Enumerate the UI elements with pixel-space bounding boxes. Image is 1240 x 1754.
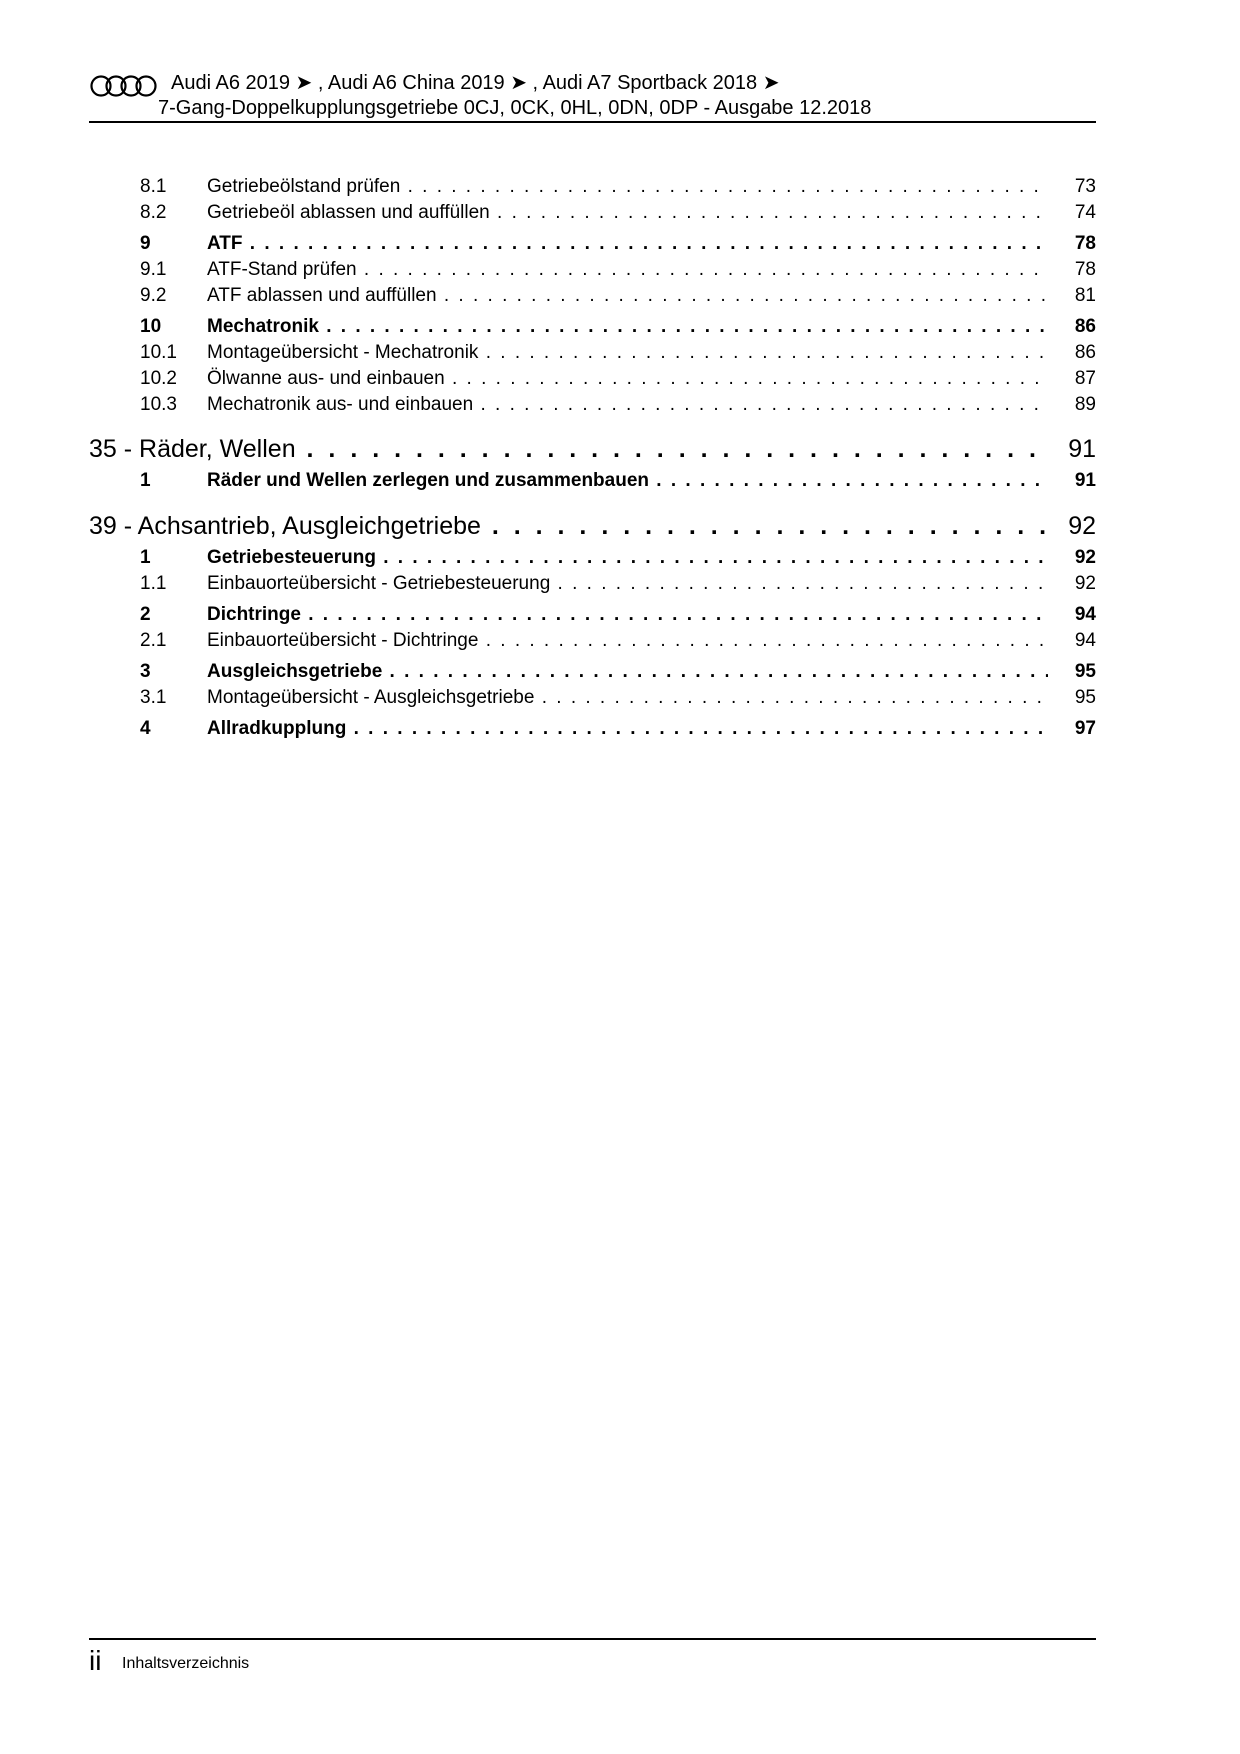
toc-entry-title: Allradkupplung . . . <box>207 716 1048 742</box>
toc-entry-page: 78 <box>1074 233 1096 254</box>
toc-entry[interactable] <box>89 545 1096 571</box>
toc-entry[interactable] <box>89 628 1096 654</box>
page-header <box>89 68 1096 124</box>
toc-entry-page: 74 <box>1074 202 1096 223</box>
toc-entry-page: 86 <box>1074 316 1096 337</box>
toc-entry[interactable] <box>89 685 1096 711</box>
toc-entry-number: 4 <box>140 718 151 739</box>
toc-entry-page: 92 <box>1074 573 1096 594</box>
toc-entry-number: 1 <box>140 547 151 568</box>
toc-entry[interactable] <box>89 602 1096 628</box>
toc-entry-page: 73 <box>1074 176 1096 197</box>
toc-entry-page: 86 <box>1074 342 1096 363</box>
toc-entry-number: 9.1 <box>140 259 167 280</box>
toc-entry[interactable] <box>89 257 1096 283</box>
toc-entry-title: Einbauorteübersicht - Dichtringe . . . <box>207 628 1048 654</box>
toc-entry[interactable] <box>89 340 1096 366</box>
chapter-page: 92 <box>1068 512 1096 540</box>
toc-entry-number: 10.1 <box>140 342 177 363</box>
toc-chapter-39[interactable] <box>89 510 1096 542</box>
toc-entry[interactable] <box>89 231 1096 257</box>
toc-entry-page: 94 <box>1074 630 1096 651</box>
toc-entry-number: 10.3 <box>140 394 177 415</box>
toc-entry-title: Montageübersicht - Mechatronik . . . <box>207 340 1048 366</box>
page-footer <box>89 1638 1096 1678</box>
toc-entry-title: ATF ablassen und auffüllen . . . <box>207 283 1048 309</box>
toc-entry-title: Mechatronik . . . <box>207 314 1048 340</box>
toc-entry-title: Räder und Wellen zerlegen und zusammenbauen . . . <box>207 468 1048 494</box>
toc-entry-page: 81 <box>1074 285 1096 306</box>
toc-entry-title: Mechatronik aus- und einbauen . . . <box>207 392 1048 418</box>
toc-chapter-35[interactable] <box>89 433 1096 465</box>
chapter-page: 91 <box>1068 435 1096 463</box>
toc-entry-title: Montageübersicht - Ausgleichsgetriebe . . . <box>207 685 1048 711</box>
toc-entry[interactable] <box>89 366 1096 392</box>
toc-entry-number: 1 <box>140 470 151 491</box>
toc-entry-title: Ausgleichsgetriebe . . . <box>207 659 1048 685</box>
toc-entry[interactable] <box>89 283 1096 309</box>
chapter-title: 39 - Achsantrieb, Ausgleichgetriebe . . . <box>89 510 1048 542</box>
toc-entry[interactable] <box>89 314 1096 340</box>
toc-entry-page: 91 <box>1074 470 1096 491</box>
toc-entry-number: 8.2 <box>140 202 167 223</box>
toc-entry-title: ATF . . . <box>207 231 1048 257</box>
header-models: Audi A6 2019 ➤ , Audi A6 China 2019 ➤ , Audi A7 Sportback 2018 ➤ <box>171 72 780 94</box>
toc-entry-number: 3.1 <box>140 687 167 708</box>
toc-entry-number: 2.1 <box>140 630 167 651</box>
toc-entry-page: 89 <box>1074 394 1096 415</box>
toc-entry[interactable] <box>89 468 1096 494</box>
toc-entry-number: 9 <box>140 233 151 254</box>
header-subtitle: 7-Gang-Doppelkupplungsgetriebe 0CJ, 0CK, 0HL, 0DN, 0DP - Ausgabe 12.2018 <box>158 97 872 119</box>
toc-entry-page: 94 <box>1074 604 1096 625</box>
chapter-title: 35 - Räder, Wellen . . . <box>89 433 1048 465</box>
toc-entry-title: Ölwanne aus- und einbauen . . . <box>207 366 1048 392</box>
toc-entry-title: ATF-Stand prüfen . . . <box>207 257 1048 283</box>
footer-section-name: Inhaltsverzeichnis <box>122 1655 250 1672</box>
toc-entry-title: Einbauorteübersicht - Getriebesteuerung . . . <box>207 571 1048 597</box>
toc-entry-number: 3 <box>140 661 151 682</box>
toc-entry-number: 8.1 <box>140 176 167 197</box>
footer-divider <box>89 1638 1096 1640</box>
header-divider <box>89 121 1096 123</box>
toc-entry-number: 10 <box>140 316 162 337</box>
toc-entry-number: 1.1 <box>140 573 167 594</box>
toc-entry-number: 9.2 <box>140 285 167 306</box>
toc-entry-page: 92 <box>1074 547 1096 568</box>
toc-entry-page: 95 <box>1074 687 1096 708</box>
toc-entry-page: 97 <box>1074 718 1096 739</box>
toc-entry-title: Dichtringe . . . <box>207 602 1048 628</box>
toc-entry[interactable] <box>89 200 1096 226</box>
toc-entry-page: 78 <box>1074 259 1096 280</box>
toc-entry[interactable] <box>89 571 1096 597</box>
toc-entry-page: 95 <box>1074 661 1096 682</box>
four-rings-icon <box>89 74 159 98</box>
toc-entry[interactable] <box>89 716 1096 742</box>
toc-entry[interactable] <box>89 659 1096 685</box>
toc-entry-page: 87 <box>1074 368 1096 389</box>
toc-entry[interactable] <box>89 392 1096 418</box>
toc-entry-title: Getriebesteuerung . . . <box>207 545 1048 571</box>
footer-page-number: ii <box>89 1645 102 1676</box>
toc-entry-number: 2 <box>140 604 151 625</box>
toc-entry-title: Getriebeöl ablassen und auffüllen . . . <box>207 200 1048 226</box>
toc-entry-number: 10.2 <box>140 368 177 389</box>
toc-entry[interactable] <box>89 174 1096 200</box>
toc-entry-title: Getriebeölstand prüfen . . . <box>207 174 1048 200</box>
